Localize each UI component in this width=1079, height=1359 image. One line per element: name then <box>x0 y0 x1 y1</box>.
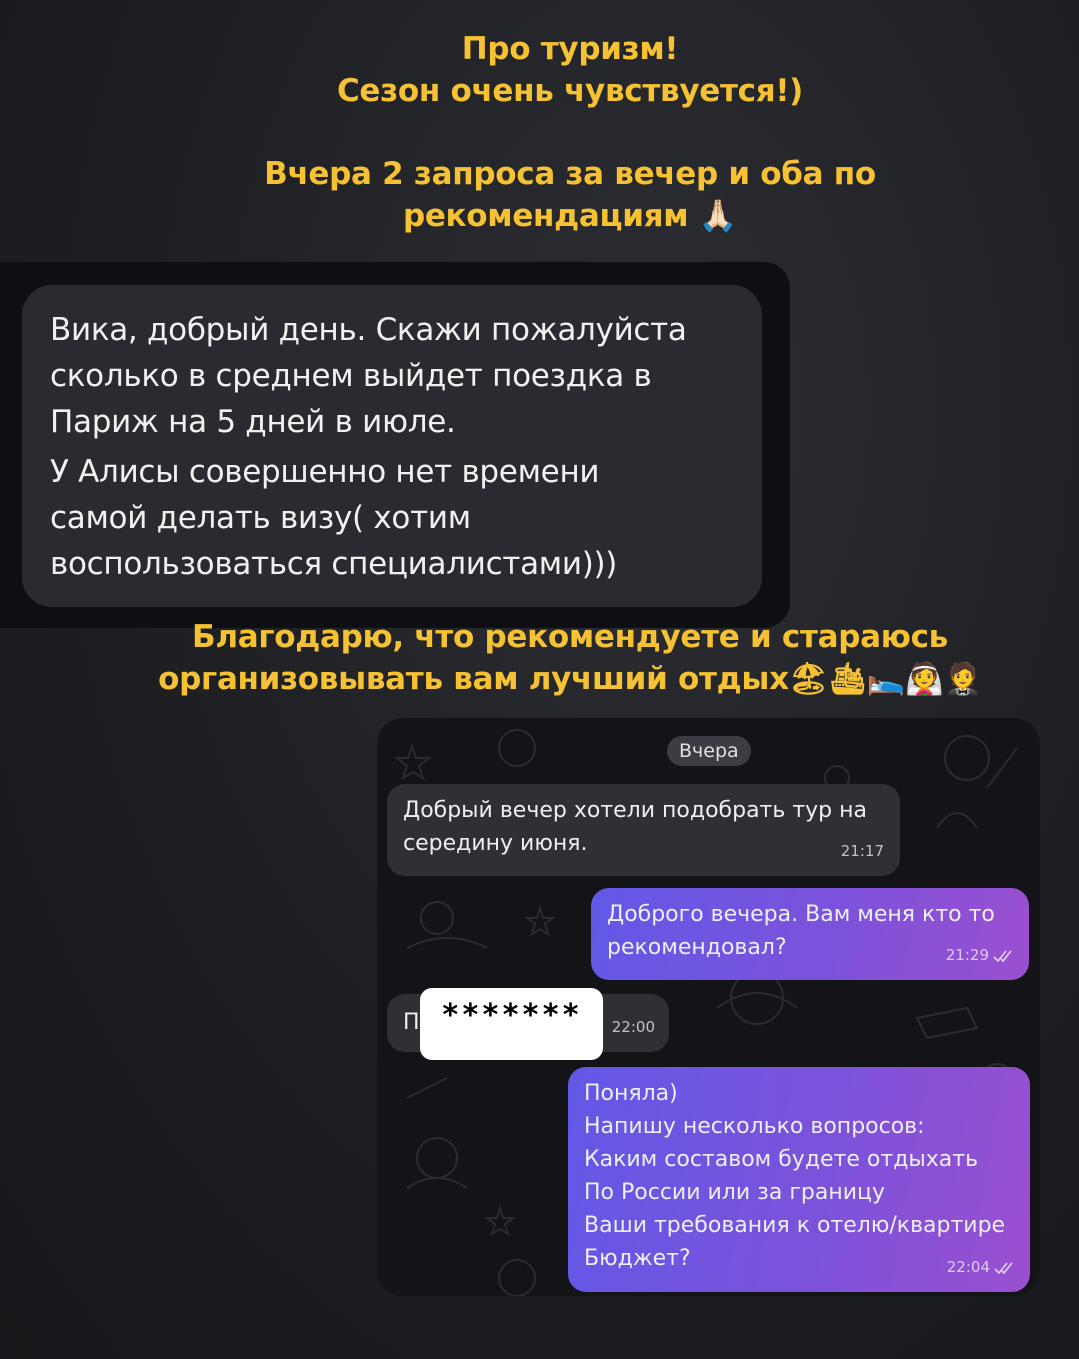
date-separator: Вчера <box>667 736 751 766</box>
chat-window <box>377 718 1040 1296</box>
caption-thanks-line2: организовывать вам лучший отдых🏖🛳🛌👰🤵 <box>158 661 982 697</box>
message-text: Доброго вечера. Вам меня кто то рекомендовал? <box>607 902 995 960</box>
caption-requests-line1: Вчера 2 запроса за вечер и оба по <box>264 156 876 192</box>
incoming-message[interactable] <box>387 784 900 876</box>
message-time <box>841 835 884 868</box>
quote-message-paragraph: У Алисы совершенно нет времени самой делать визу( хотим воспользоваться специалистами))) <box>50 454 618 582</box>
double-check-icon <box>994 1262 1014 1274</box>
message-text: П <box>403 1010 420 1035</box>
message-time <box>947 1251 1014 1284</box>
double-check-icon <box>993 950 1013 962</box>
message-time-label: 22:00 <box>611 1018 655 1036</box>
quote-message-bubble <box>22 285 762 607</box>
message-text: Поняла) Напишу несколько вопросов: Каким составом будете отдыхать По России или за границу Ваши требования к отелю/квартире Бюджет? <box>584 1081 1006 1271</box>
outgoing-message[interactable] <box>568 1067 1030 1292</box>
caption-thanks <box>0 616 1079 700</box>
caption-thanks-line1: Благодарю, что рекомендуете и стараюсь <box>192 619 948 655</box>
quote-message-paragraph: Вика, добрый день. Скажи пожалуйста сколько в среднем выйдет поездка в Париж на 5 дней в июле. <box>50 312 687 440</box>
caption-intro-line2: Сезон очень чувствуется!) <box>336 73 804 109</box>
message-time <box>612 1011 655 1044</box>
redaction-box: ******* <box>420 988 603 1060</box>
caption-intro <box>0 28 1079 112</box>
message-time-label: 21:17 <box>840 842 884 860</box>
caption-requests-line2: рекомендациям 🙏🏻 <box>402 198 738 234</box>
caption-intro-line1: Про туризм! <box>461 31 679 67</box>
message-text: Добрый вечер хотели подобрать тур на середину июня. <box>403 798 867 856</box>
message-time-label: 21:29 <box>945 946 989 964</box>
message-time-label: 22:04 <box>946 1258 990 1276</box>
caption-requests <box>0 153 1079 237</box>
outgoing-message[interactable] <box>591 888 1029 980</box>
message-time <box>946 939 1013 972</box>
